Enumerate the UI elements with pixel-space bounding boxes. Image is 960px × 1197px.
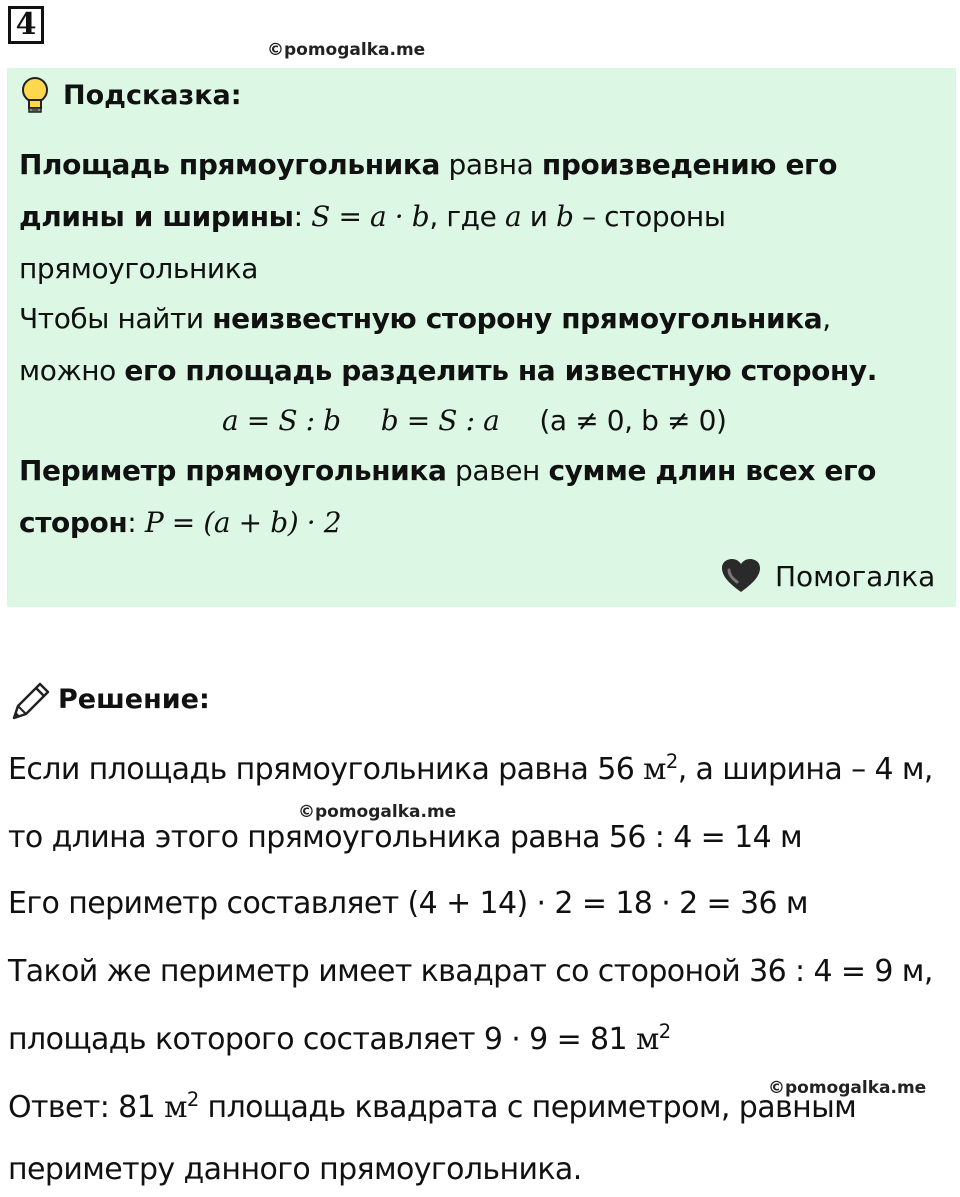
solution-line-7: периметру данного прямоугольника. [8,1152,582,1187]
hint-line-4: Чтобы найти неизвестную сторону прямоугольника, [19,302,831,335]
watermark-middle: ©pomogalka.me [298,802,457,822]
hint-formula: a = S : b b = S : a (a ≠ 0, b ≠ 0) [222,404,727,437]
solution-line-3: Его периметр составляет (4 + 14) · 2 = 18 · 2 = 36 м [8,886,808,921]
solution-line-2: то длина этого прямоугольника равна 56 : 4 = 14 м [8,820,803,855]
brand-name: Помогалка [775,560,936,593]
solution-line-6: Ответ: 81 $м^2$ площадь квадрата с периметром, равным [8,1088,857,1125]
hint-line-5: можно его площадь разделить на известную сторону. [19,354,878,387]
hint-title: Подсказка: [63,80,242,111]
solution-line-4: Такой же периметр имеет квадрат со стороной 36 : 4 = 9 м, [8,954,933,989]
hint-line-3: прямоугольника [19,252,258,285]
task-number: 4 [8,6,44,44]
solution-line-5: площадь которого составляет 9 · 9 = 81 $м^2$ [8,1020,671,1057]
watermark-top: ©pomogalka.me [267,40,426,60]
lightbulb-icon [19,76,51,116]
hint-line-6: Периметр прямоугольника равен сумме длин всех его [19,454,877,487]
hint-box [7,68,956,607]
hint-line-1: Площадь прямоугольника равна произведению его [19,148,838,181]
solution-line-1: Если площадь прямоугольника равна 56 $м^2$, а ширина – 4 м, [8,750,933,787]
hint-line-2: длины и ширины: S = a · b, где a и b – стороны [19,200,726,233]
pencil-icon [8,680,52,724]
hint-line-7: сторон: P = (a + b) · 2 [19,506,342,539]
solution-title: Решение: [58,684,210,715]
heart-icon [721,558,761,594]
watermark-bottom: ©pomogalka.me [768,1078,927,1098]
